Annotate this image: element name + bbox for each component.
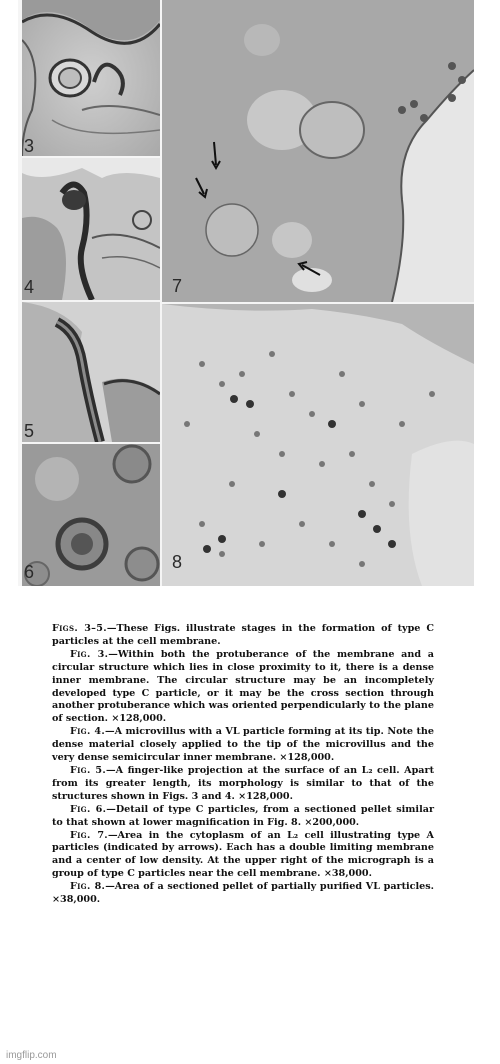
micrograph-fig-4 [22, 158, 160, 300]
caption-paragraph [52, 649, 434, 726]
caption-paragraph [52, 765, 434, 804]
caption-paragraph [52, 881, 434, 907]
caption-text: —These Figs. illustrate stages in the formation of type C particles at the cell membrane. [52, 623, 434, 647]
caption-paragraph [52, 804, 434, 830]
caption-paragraph [52, 830, 434, 882]
caption-label: Fig. 8. [70, 881, 106, 893]
figure-number-8: 8 [172, 552, 183, 572]
caption-label: Fig. 3. [70, 648, 109, 660]
caption-label: Fig. 5. [70, 764, 107, 776]
watermark: imgflip.com [6, 1050, 57, 1061]
caption-paragraph [52, 623, 434, 649]
caption-text: —Detail of type C particles, from a sectioned pellet similar to that shown at lower magnification in Fig. 8. ×200,000. [52, 803, 434, 828]
micrograph-fig-8 [162, 304, 474, 586]
caption-text: —Area of a sectioned pellet of partially purified VL particles. ×38,000. [52, 881, 434, 906]
figure-number-4: 4 [24, 277, 35, 297]
micrograph-fig-6 [22, 444, 160, 586]
micrograph-fig-7 [162, 0, 474, 302]
caption-text: —A microvillus with a VL particle forming at its tip. Note the dense material closely applied to the tip of the microvillus and the very dense semicircular inner membrane. ×128,000. [52, 726, 434, 764]
figure-number-6: 6 [24, 562, 35, 582]
figure-plate [18, 0, 474, 586]
caption-text: —Area in the cytoplasm of an L₂ cell illustrating type A particles (indicated by arrows). Each has a double limiting membrane and a center of low density. At the upper right of the micrograph is a group of type C particles near the cell membrane. ×38,000. [52, 829, 435, 880]
caption-label: Fig. 7. [70, 829, 108, 841]
caption-label: Fig. 4. [70, 726, 105, 738]
figure-number-7: 7 [172, 276, 183, 296]
caption-text: —A finger-like projection at the surface of an L₂ cell. Apart from its greater length, its morphology is similar to that of the structures shown in Figs. 3 and 4. ×128,000. [52, 764, 434, 802]
caption-paragraph [52, 726, 434, 765]
figure-number-5: 5 [24, 421, 35, 441]
micrograph-fig-3 [22, 0, 160, 156]
caption-text: —Within both the protuberance of the membrane and a circular structure which lies in close proximity to it, there is a dense inner membrane. The circular structure may be an incompletely developed type C particle, or it may be the cross section through another protuberance which was oriented perpendicularly to the plane of section. ×128,000. [52, 648, 434, 725]
caption-label: Fig. 6. [70, 803, 107, 815]
figure-number-3: 3 [24, 136, 35, 156]
micrograph-fig-5 [22, 302, 160, 442]
figure-caption [52, 623, 434, 907]
caption-label: Figs. 3–5. [52, 623, 107, 634]
